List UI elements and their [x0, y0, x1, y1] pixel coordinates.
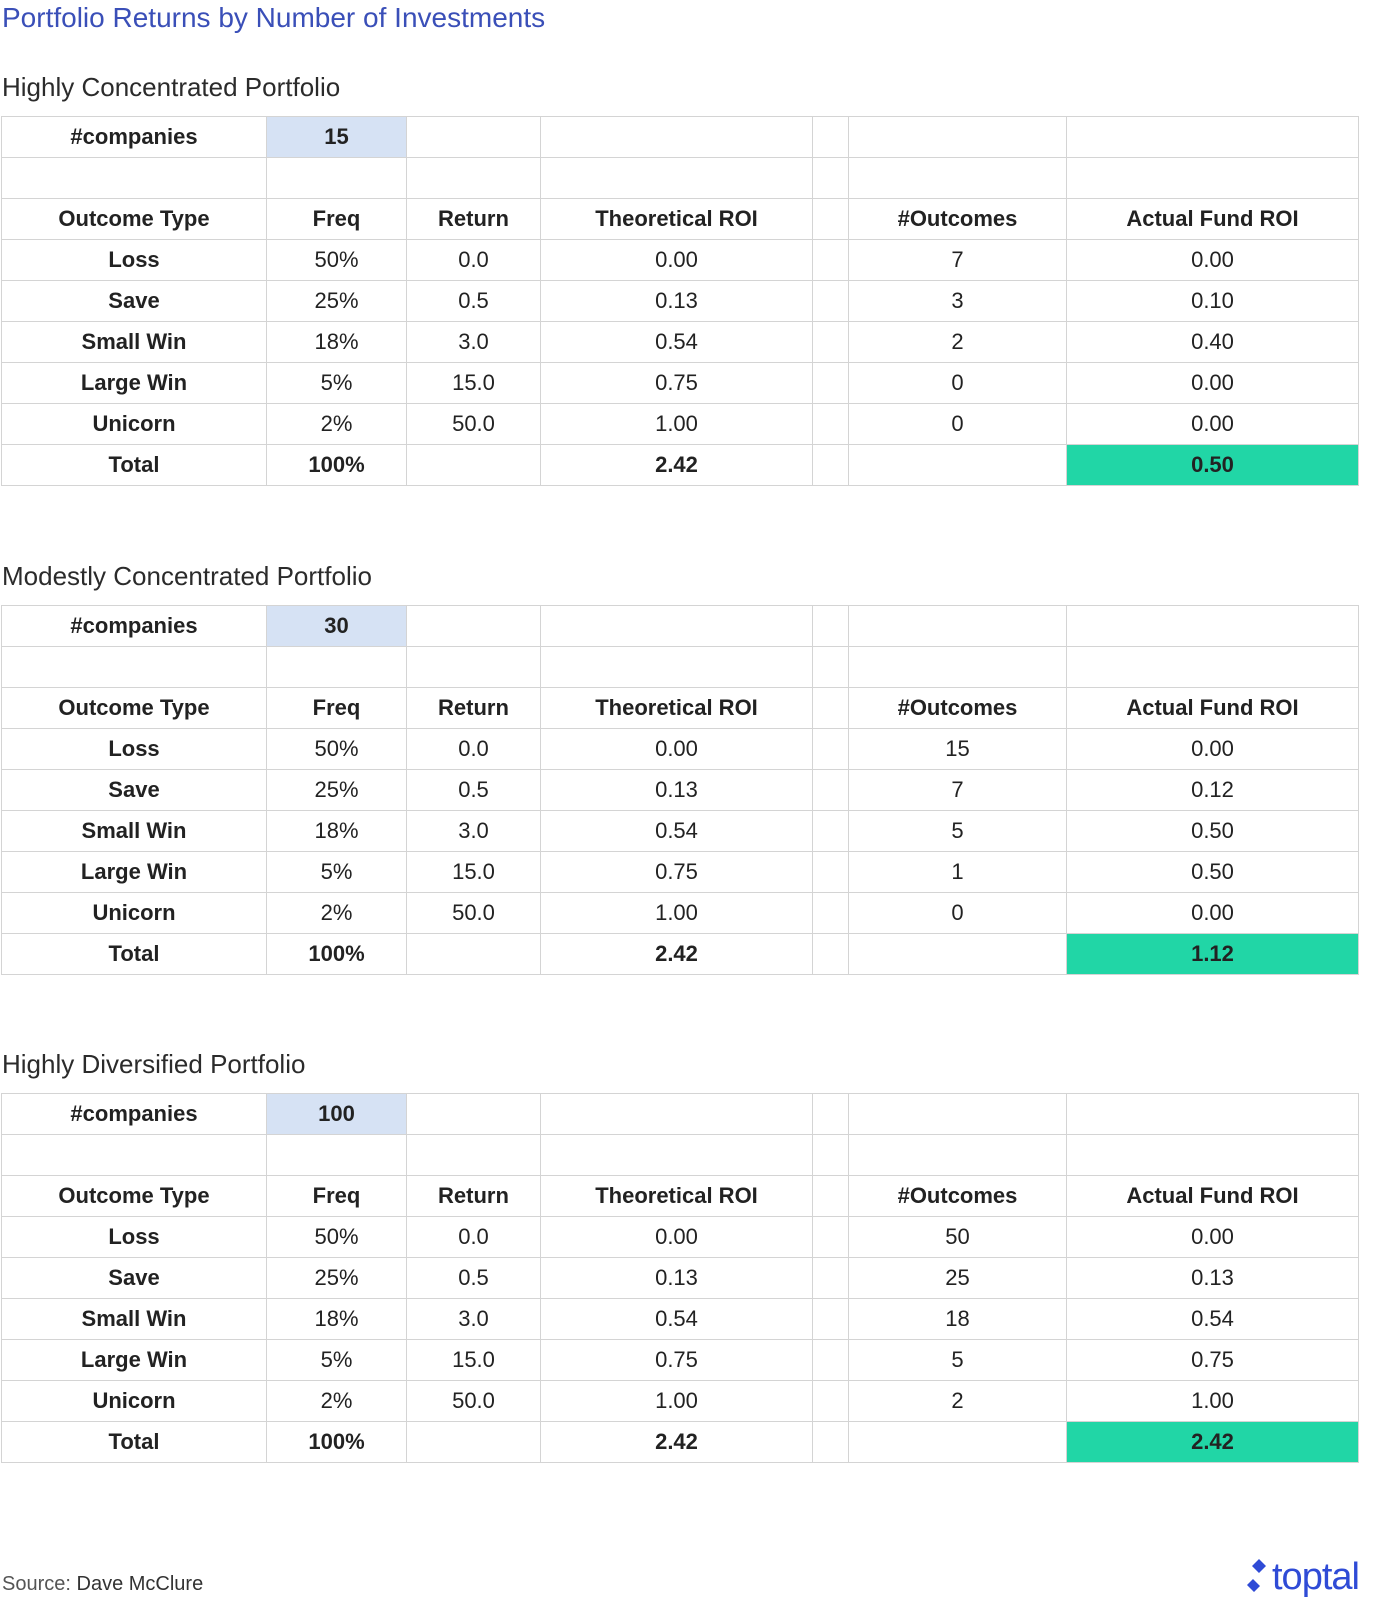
actual-fund-roi-total: 0.50 [1067, 445, 1359, 486]
table-cell: 0.00 [1067, 893, 1359, 934]
table-cell [813, 729, 849, 770]
total-cell: 100% [267, 934, 407, 975]
actual-fund-roi-total: 1.12 [1067, 934, 1359, 975]
table-cell: 0.00 [1067, 729, 1359, 770]
outcome-type-cell: Small Win [2, 322, 267, 363]
table-row [2, 852, 1359, 893]
table-cell: 50% [267, 729, 407, 770]
table-cell: 0.13 [541, 770, 813, 811]
total-cell: 2.42 [541, 1422, 813, 1463]
total-cell: Total [2, 1422, 267, 1463]
table-cell [813, 322, 849, 363]
table-row [2, 363, 1359, 404]
empty-cell [1067, 158, 1359, 199]
empty-cell [1067, 1094, 1359, 1135]
table-cell: 1.00 [541, 404, 813, 445]
total-cell: 2.42 [541, 934, 813, 975]
table-cell: 0.54 [541, 811, 813, 852]
empty-cell [541, 647, 813, 688]
table-cell: 18% [267, 1299, 407, 1340]
outcome-type-cell: Loss [2, 1217, 267, 1258]
empty-cell [849, 1094, 1067, 1135]
empty-cell [2, 647, 267, 688]
column-header: Return [407, 199, 541, 240]
table-cell: 50.0 [407, 1381, 541, 1422]
table-cell [813, 1258, 849, 1299]
empty-cell [407, 158, 541, 199]
empty-cell [813, 1135, 849, 1176]
table-cell: 3.0 [407, 322, 541, 363]
companies-value: 15 [267, 117, 407, 158]
blank-row [2, 647, 1359, 688]
table-cell: 1.00 [541, 1381, 813, 1422]
table-cell [813, 1299, 849, 1340]
empty-cell [267, 158, 407, 199]
column-header: Theoretical ROI [541, 1176, 813, 1217]
column-header: #Outcomes [849, 199, 1067, 240]
total-cell: 100% [267, 1422, 407, 1463]
portfolio-table [1, 116, 1359, 486]
empty-cell [1067, 606, 1359, 647]
table-cell: 15.0 [407, 363, 541, 404]
empty-cell [813, 158, 849, 199]
toptal-logo[interactable] [1244, 1554, 1359, 1600]
table-cell [813, 1217, 849, 1258]
empty-cell [267, 647, 407, 688]
table-cell: 0.40 [1067, 322, 1359, 363]
table-row [2, 1340, 1359, 1381]
column-header: Actual Fund ROI [1067, 199, 1359, 240]
empty-cell [813, 647, 849, 688]
total-cell [849, 1422, 1067, 1463]
empty-cell [849, 117, 1067, 158]
table-cell: 0.50 [1067, 852, 1359, 893]
table-cell: 0.75 [1067, 1340, 1359, 1381]
table-row [2, 322, 1359, 363]
table-cell: 2 [849, 322, 1067, 363]
companies-row [2, 606, 1359, 647]
total-cell [813, 934, 849, 975]
companies-label: #companies [2, 117, 267, 158]
empty-cell [813, 606, 849, 647]
total-row [2, 934, 1359, 975]
empty-cell [541, 1094, 813, 1135]
outcome-type-cell: Small Win [2, 811, 267, 852]
table-cell: 0.5 [407, 281, 541, 322]
table-cell: 0.10 [1067, 281, 1359, 322]
outcome-type-cell: Unicorn [2, 1381, 267, 1422]
table-cell: 0.54 [1067, 1299, 1359, 1340]
total-cell [813, 445, 849, 486]
companies-row [2, 117, 1359, 158]
column-header: Outcome Type [2, 688, 267, 729]
table-cell: 0.50 [1067, 811, 1359, 852]
table-row [2, 770, 1359, 811]
portfolio-section [0, 1047, 1388, 1487]
empty-cell [849, 158, 1067, 199]
portfolio-table [1, 605, 1359, 975]
total-cell [849, 445, 1067, 486]
table-cell: 0.13 [1067, 1258, 1359, 1299]
empty-cell [849, 606, 1067, 647]
table-cell: 0.75 [541, 852, 813, 893]
table-row [2, 729, 1359, 770]
table-cell: 0.00 [1067, 363, 1359, 404]
empty-cell [407, 1135, 541, 1176]
table-cell: 1.00 [1067, 1381, 1359, 1422]
table-cell: 0.12 [1067, 770, 1359, 811]
table-cell: 0.54 [541, 1299, 813, 1340]
table-row [2, 404, 1359, 445]
table-cell: 0.0 [407, 1217, 541, 1258]
table-cell: 0.5 [407, 770, 541, 811]
column-header: Outcome Type [2, 199, 267, 240]
empty-cell [813, 1094, 849, 1135]
table-cell: 1.00 [541, 893, 813, 934]
column-header: Actual Fund ROI [1067, 688, 1359, 729]
table-row [2, 281, 1359, 322]
column-header: #Outcomes [849, 688, 1067, 729]
column-header: Freq [267, 688, 407, 729]
table-cell [813, 893, 849, 934]
table-cell: 0.00 [1067, 240, 1359, 281]
companies-value: 30 [267, 606, 407, 647]
outcome-type-cell: Save [2, 1258, 267, 1299]
empty-cell [267, 1135, 407, 1176]
total-cell [407, 934, 541, 975]
table-row [2, 1381, 1359, 1422]
outcome-type-cell: Save [2, 281, 267, 322]
column-header: Freq [267, 199, 407, 240]
section-title: Modestly Concentrated Portfolio [2, 561, 372, 591]
table-cell: 50.0 [407, 893, 541, 934]
portfolio-table [1, 1093, 1359, 1463]
table-cell [813, 240, 849, 281]
total-cell: 100% [267, 445, 407, 486]
table-cell [813, 1381, 849, 1422]
table-row [2, 1258, 1359, 1299]
table-cell: 0.00 [541, 240, 813, 281]
table-cell: 5% [267, 363, 407, 404]
table-cell: 2% [267, 404, 407, 445]
page-title: Portfolio Returns by Number of Investments [2, 2, 546, 33]
actual-fund-roi-total: 2.42 [1067, 1422, 1359, 1463]
column-header: Theoretical ROI [541, 688, 813, 729]
table-cell: 1 [849, 852, 1067, 893]
table-cell: 2% [267, 893, 407, 934]
table-cell: 25 [849, 1258, 1067, 1299]
table-cell: 15 [849, 729, 1067, 770]
companies-label: #companies [2, 606, 267, 647]
table-cell: 0.00 [1067, 404, 1359, 445]
table-cell: 0.0 [407, 729, 541, 770]
table-cell [813, 770, 849, 811]
total-cell: Total [2, 445, 267, 486]
outcome-type-cell: Large Win [2, 1340, 267, 1381]
source-name: Dave McClure [76, 1573, 204, 1595]
table-cell: 3.0 [407, 811, 541, 852]
table-cell [813, 852, 849, 893]
outcome-type-cell: Large Win [2, 363, 267, 404]
outcome-type-cell: Unicorn [2, 893, 267, 934]
table-cell: 2 [849, 1381, 1067, 1422]
column-header: Return [407, 688, 541, 729]
empty-cell [813, 117, 849, 158]
portfolio-section [0, 559, 1388, 999]
outcome-type-cell: Loss [2, 240, 267, 281]
table-cell: 15.0 [407, 852, 541, 893]
table-cell: 2% [267, 1381, 407, 1422]
table-cell [813, 811, 849, 852]
header-row [2, 688, 1359, 729]
table-cell: 50 [849, 1217, 1067, 1258]
column-header: Theoretical ROI [541, 199, 813, 240]
table-cell [813, 363, 849, 404]
companies-label: #companies [2, 1094, 267, 1135]
table-cell: 0.13 [541, 1258, 813, 1299]
total-cell [849, 934, 1067, 975]
section-title: Highly Diversified Portfolio [2, 1049, 306, 1079]
empty-cell [1067, 1135, 1359, 1176]
table-cell: 0 [849, 893, 1067, 934]
total-cell [813, 1422, 849, 1463]
header-row [2, 1176, 1359, 1217]
empty-cell [541, 1135, 813, 1176]
empty-cell [407, 647, 541, 688]
table-cell: 18% [267, 322, 407, 363]
outcome-type-cell: Unicorn [2, 404, 267, 445]
table-cell: 7 [849, 770, 1067, 811]
table-cell: 25% [267, 1258, 407, 1299]
table-cell: 0 [849, 404, 1067, 445]
total-cell: Total [2, 934, 267, 975]
empty-cell [541, 117, 813, 158]
table-cell: 50.0 [407, 404, 541, 445]
column-header [813, 199, 849, 240]
table-cell: 0.0 [407, 240, 541, 281]
section-title: Highly Concentrated Portfolio [2, 72, 341, 102]
table-cell [813, 281, 849, 322]
table-cell: 5 [849, 1340, 1067, 1381]
outcome-type-cell: Loss [2, 729, 267, 770]
table-cell: 0.5 [407, 1258, 541, 1299]
table-row [2, 1299, 1359, 1340]
table-row [2, 1217, 1359, 1258]
table-cell: 25% [267, 281, 407, 322]
table-cell: 0.54 [541, 322, 813, 363]
empty-cell [541, 158, 813, 199]
companies-row [2, 1094, 1359, 1135]
table-cell: 0.13 [541, 281, 813, 322]
table-cell: 0.00 [1067, 1217, 1359, 1258]
column-header: Outcome Type [2, 1176, 267, 1217]
empty-cell [2, 158, 267, 199]
toptal-logo-icon [1244, 1557, 1270, 1597]
outcome-type-cell: Save [2, 770, 267, 811]
table-cell: 5% [267, 1340, 407, 1381]
total-cell: 2.42 [541, 445, 813, 486]
empty-cell [407, 1094, 541, 1135]
table-cell: 0.75 [541, 1340, 813, 1381]
table-cell: 0.00 [541, 729, 813, 770]
blank-row [2, 1135, 1359, 1176]
empty-cell [2, 1135, 267, 1176]
table-cell: 7 [849, 240, 1067, 281]
table-cell [813, 404, 849, 445]
empty-cell [849, 1135, 1067, 1176]
total-row [2, 445, 1359, 486]
source-label: Source: [2, 1573, 71, 1595]
outcome-type-cell: Large Win [2, 852, 267, 893]
total-cell [407, 1422, 541, 1463]
column-header: #Outcomes [849, 1176, 1067, 1217]
blank-row [2, 158, 1359, 199]
source-note [2, 1573, 203, 1596]
column-header [813, 1176, 849, 1217]
table-cell: 0.75 [541, 363, 813, 404]
table-row [2, 811, 1359, 852]
empty-cell [849, 647, 1067, 688]
column-header: Freq [267, 1176, 407, 1217]
table-row [2, 240, 1359, 281]
empty-cell [407, 606, 541, 647]
table-cell: 3 [849, 281, 1067, 322]
column-header [813, 688, 849, 729]
table-cell: 50% [267, 240, 407, 281]
column-header: Actual Fund ROI [1067, 1176, 1359, 1217]
companies-value: 100 [267, 1094, 407, 1135]
table-cell: 5% [267, 852, 407, 893]
table-cell: 18% [267, 811, 407, 852]
table-cell: 3.0 [407, 1299, 541, 1340]
empty-cell [407, 117, 541, 158]
column-header: Return [407, 1176, 541, 1217]
empty-cell [541, 606, 813, 647]
empty-cell [1067, 117, 1359, 158]
header-row [2, 199, 1359, 240]
logo-wordmark: toptal [1272, 1556, 1359, 1598]
portfolio-section [0, 70, 1388, 510]
table-cell: 0 [849, 363, 1067, 404]
empty-cell [1067, 647, 1359, 688]
table-cell: 15.0 [407, 1340, 541, 1381]
total-cell [407, 445, 541, 486]
outcome-type-cell: Small Win [2, 1299, 267, 1340]
table-cell: 0.00 [541, 1217, 813, 1258]
table-row [2, 893, 1359, 934]
total-row [2, 1422, 1359, 1463]
table-cell: 5 [849, 811, 1067, 852]
table-cell: 18 [849, 1299, 1067, 1340]
table-cell: 50% [267, 1217, 407, 1258]
table-cell [813, 1340, 849, 1381]
table-cell: 25% [267, 770, 407, 811]
